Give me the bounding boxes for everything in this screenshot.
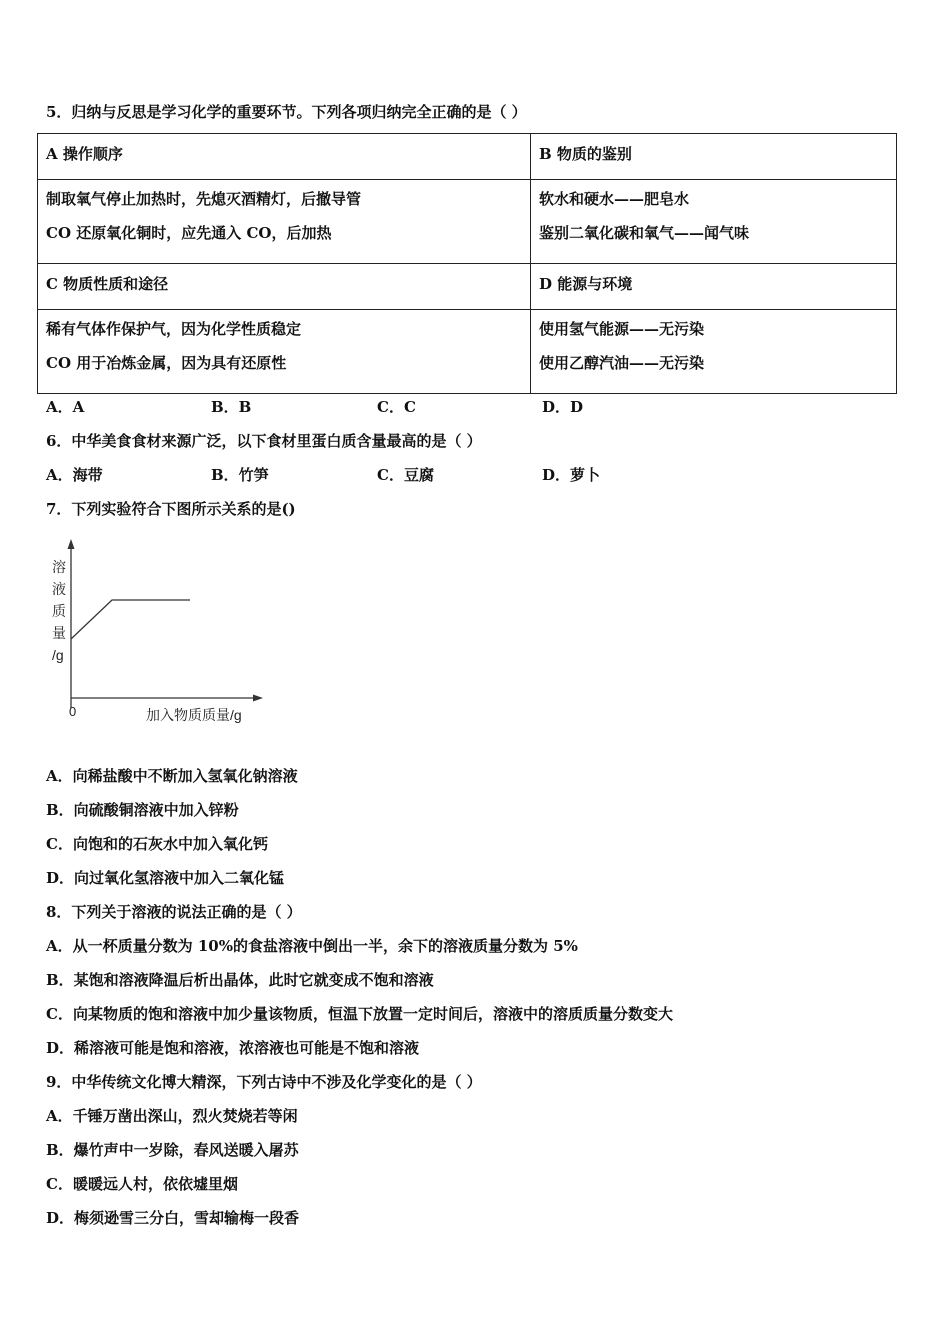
q5-cell-d-body — [531, 310, 897, 394]
q6-option-d: D．萝卜 — [542, 466, 601, 484]
q5-a-line2: CO 还原氧化铜时，应先通入 CO，后加热 — [46, 224, 332, 242]
q5-cell-c-head: C 物质性质和途径 — [38, 264, 531, 310]
q7-ylabel-1: 溶 — [52, 559, 66, 575]
q6-stem: 6．中华美食食材来源广泛，以下食材里蛋白质含量最高的是（ ） — [46, 432, 482, 450]
q7-curve — [71, 600, 190, 639]
q5-d-line2: 使用乙醇汽油——无污染 — [539, 354, 705, 372]
q7-graph — [44, 536, 274, 736]
q8-option-b: B．某饱和溶液降温后析出晶体，此时它就变成不饱和溶液 — [46, 971, 434, 989]
q8-option-c: C．向某物质的饱和溶液中加少量该物质，恒温下放置一定时间后，溶液中的溶质质量分数变大 — [46, 1005, 673, 1023]
q7-ylabel-2: 液 — [52, 581, 66, 597]
q5-stem: 5．归纳与反思是学习化学的重要环节。下列各项归纳完全正确的是（ ） — [46, 103, 527, 121]
q7-ylabel-5: /g — [52, 647, 64, 663]
q9-option-c: C．暖暖远人村，依依墟里烟 — [46, 1175, 238, 1193]
q5-cell-d-head: D 能源与环境 — [531, 264, 897, 310]
q5-option-a: A．A — [46, 398, 85, 416]
q5-cell-c-body — [38, 310, 531, 394]
q7-option-b: B．向硫酸铜溶液中加入锌粉 — [46, 801, 239, 819]
q9-option-d: D．梅须逊雪三分白，雪却输梅一段香 — [46, 1209, 300, 1227]
q5-b-line1: 软水和硬水——肥皂水 — [539, 190, 690, 208]
q5-option-d: D．D — [542, 398, 584, 416]
q8-option-a: A．从一杯质量分数为 10%的食盐溶液中倒出一半，余下的溶液质量分数为 5% — [46, 937, 578, 955]
q5-option-b: B．B — [211, 398, 252, 416]
q6-option-a: A．海带 — [46, 466, 103, 484]
q5-a-line1: 制取氧气停止加热时，先熄灭酒精灯，后撤导管 — [46, 190, 362, 208]
q7-ylabel-3: 质 — [52, 603, 66, 619]
q5-table — [37, 133, 897, 394]
q7-option-d: D．向过氧化氢溶液中加入二氧化锰 — [46, 869, 285, 887]
q7-y-axis-arrow — [68, 539, 75, 549]
q8-option-d: D．稀溶液可能是饱和溶液，浓溶液也可能是不饱和溶液 — [46, 1039, 420, 1057]
q7-stem: 7．下列实验符合下图所示关系的是() — [46, 500, 296, 518]
q7-ylabel-4: 量 — [52, 625, 66, 641]
q7-xlabel: 加入物质质量/g — [146, 707, 242, 723]
q6-option-c: C．豆腐 — [377, 466, 434, 484]
q7-option-a: A．向稀盐酸中不断加入氢氧化钠溶液 — [46, 767, 298, 785]
q5-c-line2: CO 用于冶炼金属，因为具有还原性 — [46, 354, 287, 372]
q8-stem: 8．下列关于溶液的说法正确的是（ ） — [46, 903, 302, 921]
q9-stem: 9．中华传统文化博大精深，下列古诗中不涉及化学变化的是（ ） — [46, 1073, 482, 1091]
q9-option-b: B．爆竹声中一岁除，春风送暖入屠苏 — [46, 1141, 299, 1159]
q5-cell-b-body — [531, 180, 897, 264]
q5-option-c: C．C — [377, 398, 416, 416]
q7-x-axis-arrow — [253, 695, 263, 702]
q5-cell-b-head: B 物质的鉴别 — [531, 134, 897, 180]
q5-c-line1: 稀有气体作保护气，因为化学性质稳定 — [46, 320, 302, 338]
q5-cell-a-body — [38, 180, 531, 264]
q6-option-b: B．竹笋 — [211, 466, 269, 484]
q7-origin: 0 — [69, 704, 77, 719]
q5-b-line2: 鉴别二氧化碳和氧气——闻气味 — [539, 224, 750, 242]
q9-option-a: A．千锤万凿出深山，烈火焚烧若等闲 — [46, 1107, 298, 1125]
q7-option-c: C．向饱和的石灰水中加入氧化钙 — [46, 835, 268, 853]
q5-cell-a-head: A 操作顺序 — [38, 134, 531, 180]
q5-d-line1: 使用氢气能源——无污染 — [539, 320, 705, 338]
